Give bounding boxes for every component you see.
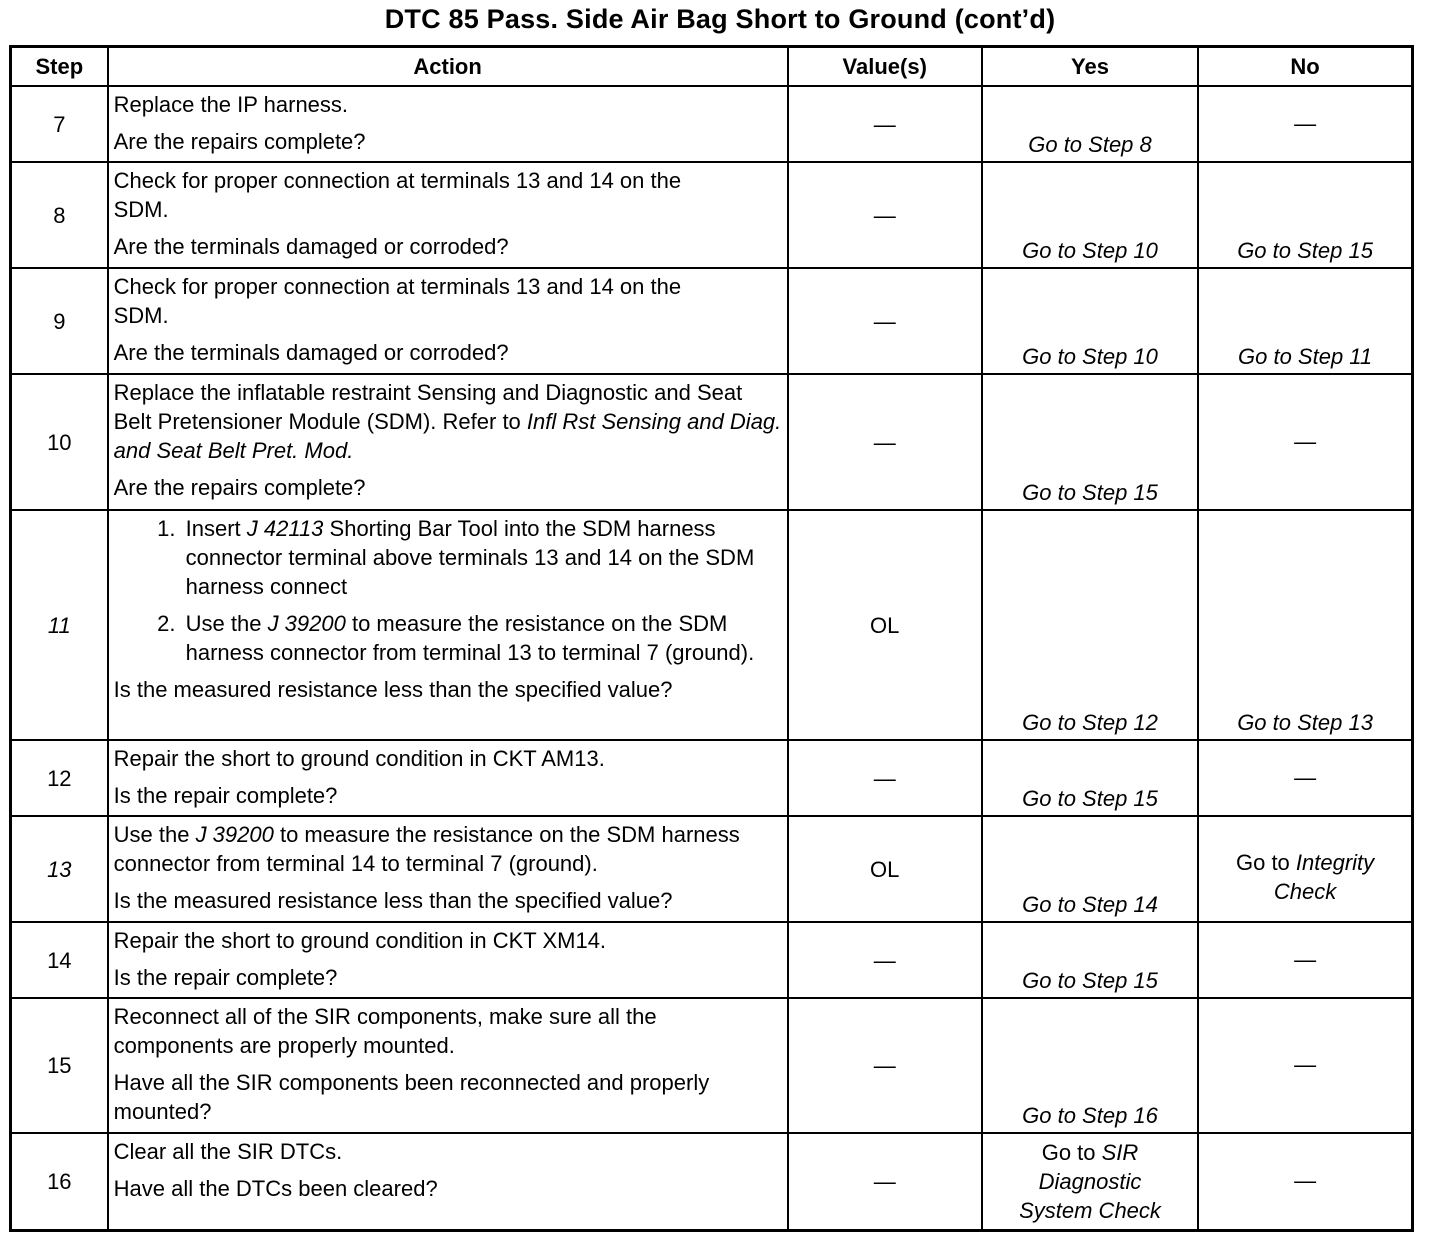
no-cell: Go to Step 15	[1198, 162, 1412, 268]
value-cell: OL	[788, 816, 982, 922]
action-cell	[108, 268, 788, 374]
header-step: Step	[11, 47, 108, 87]
action-cell	[108, 816, 788, 922]
table-row	[11, 922, 1413, 998]
action-text-pre: Replace the inflatable restraint Sensing and Diagnostic and Seat Belt Pretensioner Module (SDM). Refer to	[113, 380, 743, 434]
header-no: No	[1198, 47, 1412, 87]
no-cell: Go to Step 13	[1198, 510, 1412, 740]
no-cell: —	[1198, 374, 1412, 510]
tool-reference: J 42113	[246, 516, 324, 541]
list-item: 2. Use the J 39200 to measure the resistance on the SDM harness connector from terminal 13 to terminal 7 (ground).	[182, 609, 782, 667]
action-cell	[108, 922, 788, 998]
table-row	[11, 998, 1413, 1133]
action-question: Is the measured resistance less than the specified value?	[113, 677, 673, 702]
action-text	[114, 378, 782, 465]
value-cell: —	[788, 86, 982, 162]
no-cell: —	[1198, 922, 1412, 998]
table-row	[11, 86, 1413, 162]
action-text: Repair the short to ground condition in CKT AM13.	[113, 746, 605, 771]
yes-cell: Go to Step 10	[982, 268, 1198, 374]
action-question: Is the repair complete?	[113, 965, 338, 990]
value-cell: OL	[788, 510, 982, 740]
action-cell	[108, 86, 788, 162]
action-question: Have all the SIR components been reconnected and properly mounted?	[113, 1070, 710, 1124]
yes-cell: Go to Step 15	[982, 374, 1198, 510]
action-cell	[108, 740, 788, 816]
action-list	[114, 514, 782, 667]
no-cell: —	[1198, 1133, 1412, 1230]
value-cell: —	[788, 268, 982, 374]
yes-cell: Go to SIR Diagnostic System Check	[982, 1133, 1198, 1230]
step-number: 13	[11, 816, 108, 922]
action-question: Is the measured resistance less than the specified value?	[113, 888, 673, 913]
tool-reference: J 39200	[195, 822, 274, 847]
yes-cell: Go to Step 15	[982, 922, 1198, 998]
no-cell: Go to Step 11	[1198, 268, 1412, 374]
action-text: Clear all the SIR DTCs.	[113, 1139, 343, 1164]
table-row	[11, 268, 1413, 374]
action-text: Check for proper connection at terminals 13 and 14 on the SDM.	[113, 168, 682, 222]
step-number: 10	[11, 374, 108, 510]
yes-cell: Go to Step 12	[982, 510, 1198, 740]
table-row	[11, 510, 1413, 740]
action-text: Repair the short to ground condition in CKT XM14.	[113, 928, 607, 953]
header-action: Action	[108, 47, 788, 87]
yes-cell: Go to Step 16	[982, 998, 1198, 1133]
table-row	[11, 162, 1413, 268]
value-cell: —	[788, 1133, 982, 1230]
action-cell	[108, 510, 788, 740]
tool-reference: J 39200	[267, 611, 346, 636]
action-question: Is the repair complete?	[113, 783, 338, 808]
action-cell	[108, 374, 788, 510]
header-values: Value(s)	[788, 47, 982, 87]
step-number: 16	[11, 1133, 108, 1230]
step-number: 8	[11, 162, 108, 268]
table-row	[11, 740, 1413, 816]
action-question: Are the terminals damaged or corroded?	[113, 340, 509, 365]
step-number: 9	[11, 268, 108, 374]
value-cell: —	[788, 922, 982, 998]
sir-check-link[interactable]: SIR Diagnostic System Check	[1019, 1139, 1161, 1223]
integrity-check-link[interactable]: Integrity Check	[1273, 850, 1375, 904]
header-yes: Yes	[982, 47, 1198, 87]
action-text: Check for proper connection at terminals 13 and 14 on the SDM.	[113, 274, 682, 328]
action-cell	[108, 998, 788, 1133]
action-cell	[108, 162, 788, 268]
page-title: DTC 85 Pass. Side Air Bag Short to Ground (cont’d)	[384, 4, 1056, 34]
step-number: 15	[11, 998, 108, 1133]
yes-cell: Go to Step 15	[982, 740, 1198, 816]
step-number: 7	[11, 86, 108, 162]
action-question: Are the repairs complete?	[113, 129, 366, 154]
no-cell: —	[1198, 998, 1412, 1133]
yes-cell: Go to Step 14	[982, 816, 1198, 922]
value-cell: —	[788, 998, 982, 1133]
action-text: Reconnect all of the SIR components, make sure all the components are properly mounted.	[113, 1004, 657, 1058]
action-text: Use the J 39200 to measure the resistance on the SDM harness connector from terminal 14 to terminal 7 (ground).	[113, 822, 740, 876]
no-cell: —	[1198, 86, 1412, 162]
value-cell: —	[788, 162, 982, 268]
action-question: Are the terminals damaged or corroded?	[113, 234, 509, 259]
table-row	[11, 374, 1413, 510]
table-row	[11, 816, 1413, 922]
yes-cell: Go to Step 10	[982, 162, 1198, 268]
action-question: Are the repairs complete?	[113, 475, 366, 500]
no-cell: —	[1198, 740, 1412, 816]
header-row	[11, 47, 1413, 87]
step-number: 12	[11, 740, 108, 816]
step-number: 11	[11, 510, 108, 740]
action-cell	[108, 1133, 788, 1230]
no-cell: Go to Integrity Check	[1198, 816, 1412, 922]
value-cell: —	[788, 374, 982, 510]
yes-cell: Go to Step 8	[982, 86, 1198, 162]
action-question: Have all the DTCs been cleared?	[113, 1176, 438, 1201]
action-text: Replace the IP harness.	[113, 92, 349, 117]
reference-link[interactable]: Infl Rst Sensing and Diag. and Seat Belt Pret. Mod.	[113, 409, 782, 463]
table-row	[11, 1133, 1413, 1230]
value-cell: —	[788, 740, 982, 816]
step-number: 14	[11, 922, 108, 998]
list-item: 1. Insert J 42113 Shorting Bar Tool into the SDM harness connector terminal above terminals 13 and 14 on the SDM harness connect	[182, 514, 782, 601]
diagnostic-table	[9, 45, 1414, 1232]
